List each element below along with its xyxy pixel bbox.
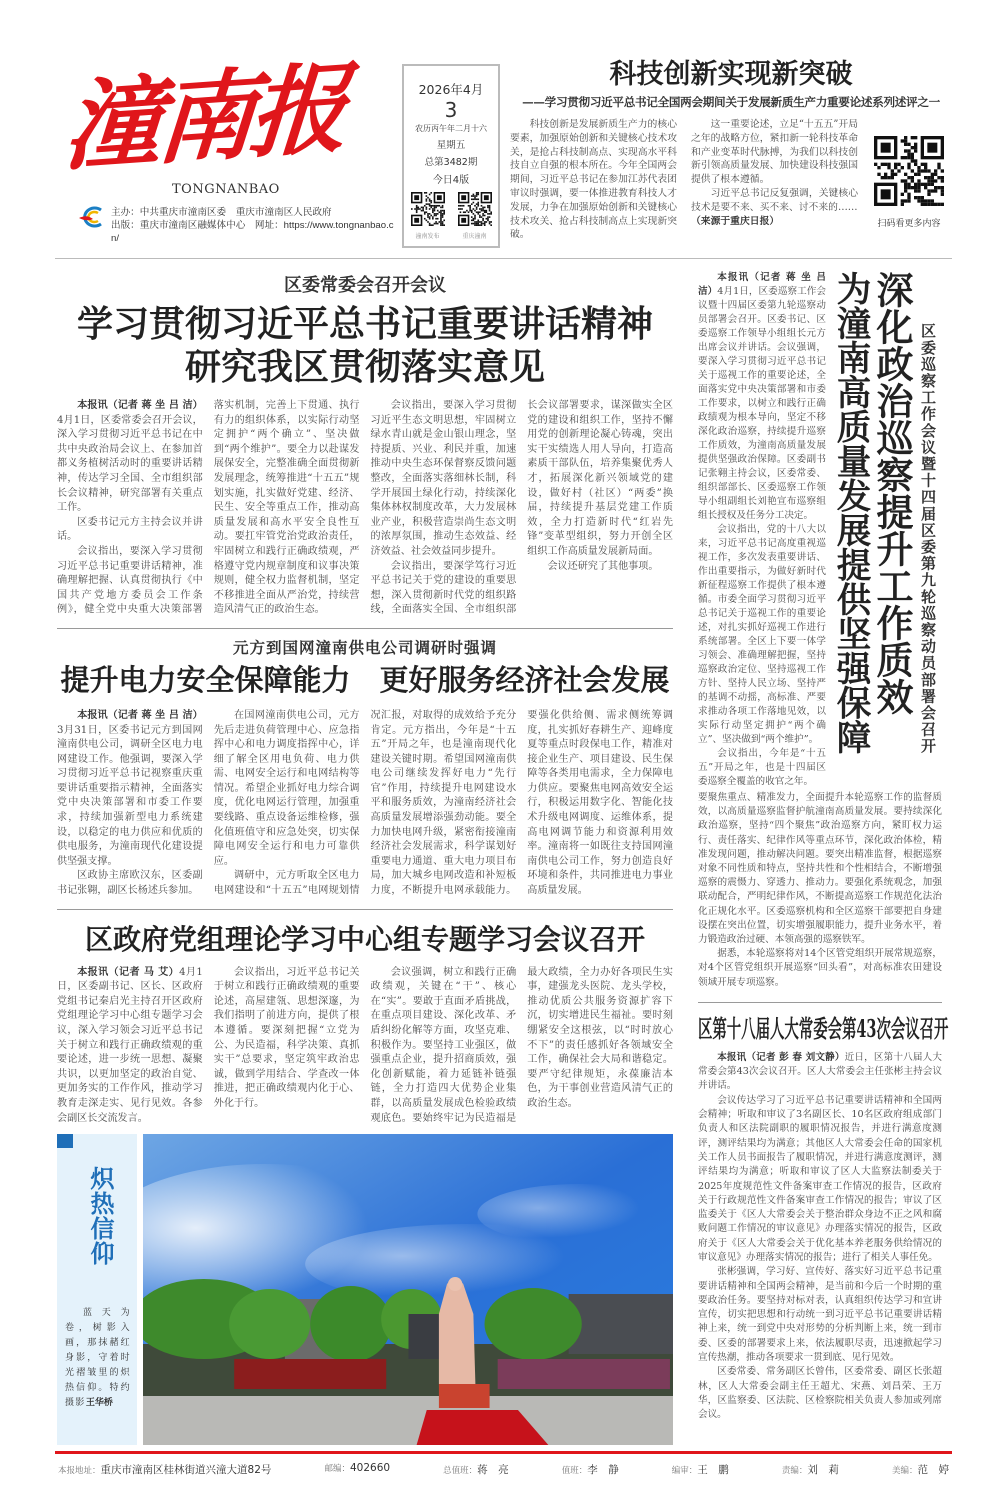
byline: 本报讯（记者 蒋 坐 吕 洁） [77,709,203,721]
feature-photo[interactable] [143,1134,673,1445]
footer-value: 王 鹏 [697,1464,729,1477]
article5-headline[interactable]: 区第十八届人大常委会第43次会议召开 [698,1013,949,1043]
headline-line: 研究我区贯彻落实意见 [184,347,545,388]
article2-body [57,709,673,899]
footer-item [782,1462,839,1477]
article1-kicker: 区委常委会召开会议 [284,275,446,296]
byline: 本报讯（记者 蒋 坐 吕 洁） [77,400,203,411]
footer-label: 编审： [671,1466,698,1477]
weekday: 星期五 [436,140,466,151]
page-count: 今日4版 [432,175,470,186]
paragraph-text: 要聚焦重点、精准发力，全面提升本轮巡察工作的监督质效，以高质量巡察监督护航潼南高质量发展。要持续深化政治巡察，坚持“四个聚焦”政治巡察方向，紧盯权力运行、责任落实、纪律作风等重点环节，深化政治体检，精准发现问题，推动解决问题。要突出精准监督，根据巡察对象不同性质和特点，坚持共性和个性相结合，不断增强巡察的震慑力、穿透力、推动力。要强化系统观念，加强联动配合，严明纪律作风，不断提高巡察工作规范化法治化正规化水平。区委巡察机构和全区巡察干部要把自身建设摆在突出位置，切实增强履职能力，提升业务水平，着力锻造政治过硬、本领高强的巡察铁军。 [698,792,942,946]
article2-headline[interactable]: 提升电力安全保障能力 更好服务经济社会发展 [60,662,670,697]
paragraph-text: 近日，区第十八届人大常委会第43次会议召开。区人大常委会主任张彬主持会议并讲话。 [698,1051,942,1092]
top-story-title[interactable]: 科技创新实现新突破 [609,59,853,90]
publisher-line[interactable]: 出版：重庆市潼南区融媒体中心 网址：https://www.tongnanbao.cn/ [111,220,394,244]
qr-code-more-content[interactable] [874,136,944,206]
date-box [402,64,500,248]
footer-value: 蒋 亮 [477,1464,509,1477]
byline: 本报讯（记者 蒋 坐 吕 洁） [698,272,826,297]
photo-caption: 蓝天为卷，树影入画，那抹赭红身影，守着时光褶皱里的炽热信仰。特约摄影 [65,1308,131,1409]
paragraph [698,1365,942,1422]
publisher-emblem-icon [79,206,105,228]
feature-marker-icon [57,1134,73,1148]
footer-label: 责编： [781,1466,808,1477]
photographer: 王华桥 [85,1398,113,1409]
byline: 本报讯（记者 彭 春 刘文静） [717,1051,845,1063]
paragraph [371,399,517,560]
paragraph-text: 据悉，本轮巡察将对14个区管党组织开展常规巡察，对4个区管党组织开展巡察“回头看”，对高标准农田建设领域开展专项巡察。 [698,948,942,988]
masthead [55,51,952,248]
article1-headline[interactable] [57,303,673,389]
paragraph [698,1265,942,1365]
paragraph-text: 会议指出，要深入学习贯彻习近平生态文明思想，牢固树立绿水青山就是金山银山理念，坚持提质、兴业、利民并重，加速推动中央生态环保督察反馈问题整改，全面落实落细林长制，科学开展国土绿化行动，持续深化集体林权制度改革，大力发展林业产业，积极营造崇尚生态文明的浓厚氛围，推动生态效益、经济效益、社会效益同步提升。 [370,400,517,557]
paragraph-text: 区委书记元方主持会议并讲话。 [57,516,203,543]
footer-label: 本报地址： [58,1466,101,1477]
paragraph-text: 在国网潼南供电公司，元方先后走进负荷管理中心、应急指挥中心和电力调度指挥中心，详细了解全区用电负荷、电力供需、电网安全运行和电网结构等情况。希望企业抓好电力综合调度，优化电网运行管理，加强重要线路、重点设备运维检修，强化值班值守和应急处突，切实保障电网安全运行和电力可靠供应。 [213,709,360,867]
paragraph [57,516,203,545]
newspaper-pinyin: TONGNANBAO [172,182,280,197]
footer-item [58,1462,271,1477]
footer-value: 重庆市潼南区桂林街道兴潼大道82号 [100,1464,272,1477]
article5-body [698,1051,942,1423]
paragraph-text: 3月31日，区委书记元方到国网潼南供电公司，调研全区电力电网建设工作。他强调，要深入学习贯彻习近平总书记视察重庆重要讲话重要指示精神，全面落实党中央决策部署和市委工作要求，持续加强新型电力系统建设，以稳定的电力供应和优质的供电服务，为潼南现代化建设提供坚强支撑。 [57,724,203,867]
sponsor-line: 主办：中共重庆市潼南区委 重庆市潼南区人民政府 [111,207,332,218]
paragraph [698,791,942,947]
footer-item [443,1462,509,1477]
footer-item [672,1462,729,1477]
paragraph-text: 会议指出，党的十八大以来，习近平总书记高度重视巡视工作，多次发表重要讲话、作出重要指示，为做好新时代新征程巡察工作提供了根本遵循。市委全面学习贯彻习近平总书记关于巡视工作的重要论述，对扎实抓好巡视工作进行系统部署。全区上下要一体学习领会、准确理解把握，坚持巡察政治定位、坚持巡视工作方针、坚持人民立场、坚持严的基调不动摇，高标准、严要求推动各项工作落地见效，以实际行动坚定拥护“两个确立”、坚决做到“两个维护”。 [698,524,826,745]
paragraph-text: 习近平总书记反复强调，关键核心技术是要不来、买不来、讨不来的…… [691,187,858,213]
footer-label: 邮编： [324,1464,350,1475]
photo-feature [57,1134,673,1445]
paragraph-text: 这一重要论述，立足“十五五”开局之年的战略方位，紧扣新一轮科技革命和产业变革时代脉搏，为我们以科技创新引领高质量发展、加快建设科技强国提供了根本遵循。 [691,119,858,186]
paragraph-text: 4月1日，区委副书记、区长、区政府党组书记秦启光主持召开区政府党组理论学习中心组专题学习会议，深入学习领会习近平总书记关于树立和践行正确政绩观的重要论述，进一步统一思想、凝聚共识，以更加坚定的政治自觉、更加务实的工作作风，推动学习教育走深走实、见行见效。各参会副区长交流发言。 [57,966,203,1124]
paragraph-text: 张彬强调，学习好、宣传好、落实好习近平总书记重要讲话精神和全国两会精神，是当前和今后一个时期的重要政治任务。要坚持对标对表，认真组织传达学习和宣讲宣传，切实把思想和行动统一到习近平总书记重要讲话精神上来，统一到党中央对形势的分析判断上来，统一到市委、区委的部署要求上来，依法履职尽责，迅速掀起学习宣传热潮，推动各项要求一贯到底、见行见效。 [698,1266,942,1364]
paragraph-text: 会议指出，习近平总书记关于树立和践行正确政绩观的重要论述，高屋建瓴、思想深邃，为我们指明了前进方向，提供了根本遵循。要深刻把握“立党为公、为民造福，科学决策、真抓实干”总要求，坚定筑牢政治忠诚，做到学用结合、学查改一体推进，把正确政绩观内化于心、外化于行。 [213,966,360,1109]
paragraph-text: 会议指出，今年是“十五五”开局之年，也是十四届区委巡察全覆盖的收官之年。 [698,748,826,787]
paragraph-text: 调研中，元方听取全区电力电网建设和“十五五”电网规划情况汇报，对取得的成效给予充分肯定。元方指出，今年是“十五五”开局之年，也是潼南现代化建设关键时期。希望国网潼南供电公司继续发挥好电力“先行官”作用，持续提升电网建设水平和服务质效，为潼南经济社会高质量发展增添强劲动能。要全力加快电网升级，紧密衔接潼南经济社会发展需求，科学谋划好重要电力通道、重大电力项目布局，加大城乡电网改造和补短板力度，不断提升电网承载能力。要强化供给侧、需求侧统筹调度，扎实抓好春耕生产、迎峰度夏等重点时段保电工作，精准对接企业生产、项目建设、民生保障等各类用电需求，全力保障电力供应。要聚焦电网高效安全运行，积极运用数字化、智能化技术升级电网调度、运维体系，提高电网调节能力和资源利用效率。潼南将一如既往支持国网潼南供电公司工作，努力创造良好环境和条件，共同推进电力事业高质量发展。 [213,709,673,897]
paragraph-text: 区委常委、常务副区长曾伟，区委常委、副区长张超林，区人大常委会副主任王超尤、宋燕、刘昌荣、王万华，区监察委、区法院、区检察院相关负责人参加或列席会议。 [698,1366,942,1421]
footer-label: 总值班： [443,1466,478,1477]
footer-value: 402660 [349,1462,391,1475]
footer-value: 李 静 [587,1464,619,1477]
footer-label: 值班： [561,1466,588,1477]
divider [698,1002,942,1003]
paragraph-text: 会议指出，要深学笃行习近平总书记关于党的建设的重要思想，深入贯彻新时代党的组织路线，全面落实全国、全市组织部长会议部署要求，谋深做实全区党的建设和组织工作，坚持不懈用党的创新理论凝心铸魂，突出实干实绩选人用人导向，打造高素质干部队伍，培养集聚优秀人才，拓展深化新兴领域党的建设，做好村（社区）“两委”换届，持续提升基层党建工作质效，全力打造新时代“红岩先锋”变革型组织，努力开创全区组织工作高质量发展新局面。 [370,400,673,616]
issue-number: 总第3482期 [424,157,478,168]
paragraph-text: 4月1日，区委常委会召开会议，深入学习贯彻习近平总书记在中共中央政治局会议上、在参加首都义务植树活动时的重要讲话精神，传达学习全国、全市组织部长会议精神，研究部署有关重点工作。 [57,414,203,514]
paragraph [698,1094,942,1266]
qr-code-tongnan-fabu[interactable] [411,192,445,226]
paragraph [698,271,826,523]
paragraph [527,560,673,575]
qr-caption: 扫码看更多内容 [877,219,941,229]
footer-item [892,1462,949,1477]
header-divider [55,258,952,259]
byline: 本报讯（记者 马 艾） [77,966,180,978]
paragraph-text: 区政协主席欧汉东，区委副书记张翱，副区长杨述兵参加。 [57,870,203,897]
article4-top [698,271,942,789]
paragraph [698,523,826,747]
paragraph [698,747,826,789]
date-year-month: 2026年4月 [418,82,484,97]
qr-code-chongqing-tongnan[interactable] [458,192,492,226]
top-story-source: （来源于重庆日报） [691,215,780,227]
top-story [510,58,952,242]
article4-body-wide [698,791,942,990]
newspaper-logo: 潼南报 [59,51,347,186]
footer-info [55,1462,952,1477]
article1-body [57,399,673,618]
paragraph [214,966,360,1112]
paragraph [57,399,203,516]
divider [57,628,673,629]
paragraph [57,709,203,870]
footer-item [562,1462,619,1477]
paragraph [57,966,203,1127]
photo-feature-sidebar [57,1134,137,1445]
article4-headline-main[interactable]: 深化政治巡察提升工作质效 [870,271,913,715]
headline-line: 学习贯彻习近平总书记重要讲话精神 [76,304,653,345]
paragraph-text: 会议传达学习了习近平总书记重要讲话精神和全国两会精神；听取和审议了3名副区长、10名区政府组成部门负责人和区法院副职的履职情况报告，并进行满意度测评，测评结果均为满意；其他区人大常委会任命的国家机关工作人员书面报告了履职情况，并进行满意度测评，测评结果均为满意；听取和审议了区人大监察法制委关于2025年度规范性文件备案审查工作情况的报告，区政府关于行政规范性文件备案审查工作情况的报告；审议了区监委关于《区人大常委会关于整治群众身边不正之风和腐败问题工作情况的审议意见》办理落实情况的报告，区政府关于《区人大常委会关于优化基本养老服务供给情况的审议意见》办理落实情况的报告；进行了相关人事任免。 [698,1094,942,1263]
qr-label: 重庆潼南 [462,233,487,240]
article2-kicker: 元方到国网潼南供电公司调研时强调 [232,637,497,657]
paragraph [691,187,858,215]
photo-feature-title: 炽热信仰 [86,1166,114,1267]
footer-item [324,1462,390,1477]
paragraph [698,1051,942,1094]
qr-label: 潼南发布 [415,233,440,240]
date-day: 3 [444,98,458,122]
paragraph [57,869,203,898]
divider [57,909,673,910]
footer-divider [55,1451,952,1454]
article3-headline[interactable]: 区政府党组理论学习中心组专题学习会议召开 [84,922,645,956]
paragraph-text: 4月1日，区委巡察工作会议暨十四届区委第九轮巡察动员部署会召开。区委书记、区委巡察工作领导小组组长元方出席会议并讲话。会议强调，要深入学习贯彻习近平总书记关于巡视工作的重要论述，全面落实党中央决策部署和市委工作要求，以树立和践行正确政绩观为根本导向，坚定不移深化政治巡察，持续提升巡察工作质效，为潼南高质量发展提供坚强政治保障。区委副书记张翱主持会议，区委常委、组织部部长、区委巡察工作领导小组副组长刘艳宣布巡察组组长授权及任务分工决定。 [698,286,826,521]
top-story-body-wrap [510,118,858,242]
paragraph [698,947,942,990]
paragraph-text: 会议指出，要深入学习贯彻习近平总书记重要讲话精神，准确理解把握、认真贯彻执行《中国共产党地方委员会工作条例》，健全党中央重大决策部署落实机制，完善上下贯通、执行有力的组织体系，以实际行动坚定拥护“两个确立”、坚决做到“两个维护”。要全力以赴谋发展保安全，完整准确全面贯彻新发展理念，统筹推进“十五五”规划实施，扎实做好党建、经济、民生、安全等重点工作，推动高质量发展和高水平安全良性互动。要扛牢管党治党政治责任，牢固树立和践行正确政绩观，严格遵守党内规章制度和议事决策规则，健全权力监督机制，坚定不移推进全面从严治党，持续营造风清气正的政治生态。 [57,400,360,616]
top-story-subtitle: ——学习贯彻习近平总书记全国两会期间关于发展新质生产力重要论述系列述评之一 [522,95,940,109]
paragraph [214,709,360,870]
article3-body [57,966,673,1127]
paragraph-text: 会议强调，树立和践行正确政绩观，关键在“干”、核心在“实”。要敢于直面矛盾挑战，在重点项目建设、深化改革、矛盾纠纷化解等方面，攻坚克难、积极作为。要坚持工业强区，做强重点企业，提升招商质效，强化创新赋能，着力延链补链强链，全力打造四大优势企业集群，以高质量发展成色检验政绩观底色。要始终牢记为民造福是最大政绩，全力办好各项民生实事，建强龙头医院、龙头学校，推动优质公共服务资源扩容下沉，切实增进民生福祉。要时刻绷紧安全这根弦，以“时时放心不下”的责任感抓好各领域安全工作，确保社会大局和谐稳定。要严守纪律规矩，永葆廉洁本色，为干事创业营造风清气正的政治生态。 [370,966,673,1124]
paragraph-text: 会议还研究了其他事项。 [547,560,659,572]
paragraph [371,966,674,1127]
footer-label: 美编： [891,1466,918,1477]
footer-value: 刘 莉 [807,1464,839,1477]
paragraph [691,118,858,187]
footer-value: 范 婷 [917,1464,949,1477]
lunar-date: 农历丙午年二月十六 [415,124,487,133]
paragraph-text: 科技创新是发展新质生产力的核心要素，加强原始创新和关键核心技术攻关，是抢占科技制高点、实现高水平科技自立自强的根本所在。今年全国两会期间，习近平总书记在参加江苏代表团审议时强调，要一体推进教育科技人才发展，力争在加强原始创新和关键核心技术攻关、抢占科技制高点上实现新突破。 [510,119,677,241]
article4-body-narrow [698,271,826,789]
article4-headline-second[interactable]: 为潼南高质量发展提供坚强保障 [830,271,870,754]
article4-kicker: 区委巡察工作会议暨十四届区委第九轮巡察动员部署会召开 [919,323,937,755]
paragraph [510,118,677,242]
